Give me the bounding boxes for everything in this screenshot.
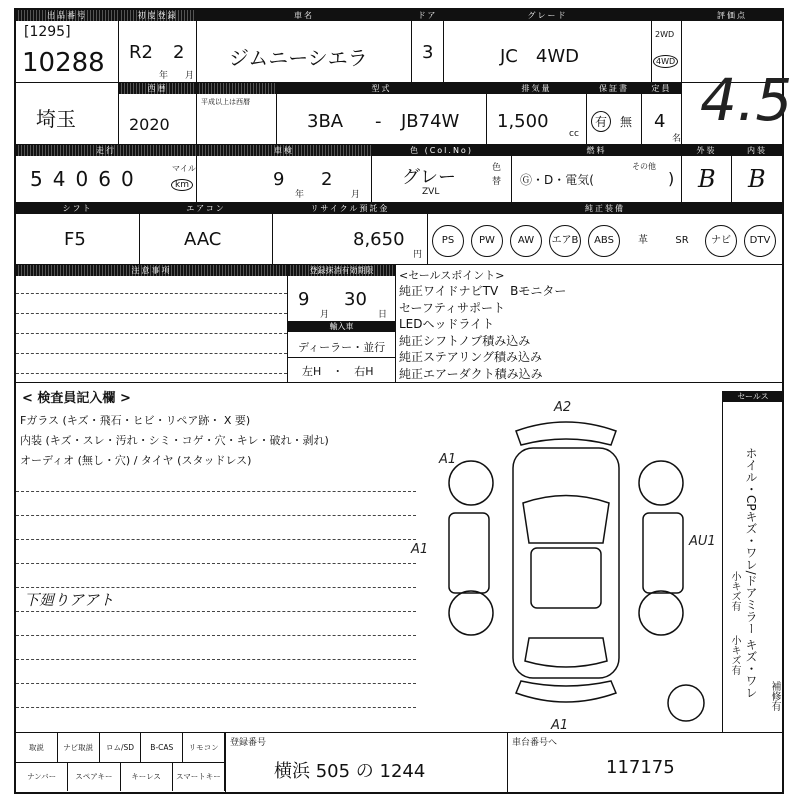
import-header: 輸入車 xyxy=(288,321,395,332)
equipment-item: ナビ xyxy=(705,225,737,257)
model-year-note: 平成以上は西暦 xyxy=(201,98,250,106)
capacity-unit: 名 xyxy=(672,134,682,144)
mileage-digit: 5 xyxy=(30,167,43,191)
fuel-header: 燃料 xyxy=(512,145,681,156)
inspector-title: < 検査員記入欄 > xyxy=(22,391,131,406)
spare-tire xyxy=(668,685,704,721)
rear-window xyxy=(525,638,607,667)
doors-cell xyxy=(412,10,444,82)
fuel-other: その他 xyxy=(632,162,656,171)
color-change-label: 色替 xyxy=(492,163,502,187)
footer-row-top xyxy=(16,733,225,763)
chassis-number: 117175 xyxy=(606,757,675,778)
equipment-item: SR xyxy=(675,235,689,246)
sales-point: 純正ステアリング積み込み xyxy=(399,350,543,364)
side-note-3: 補修有 xyxy=(769,681,780,711)
inspector-line xyxy=(16,491,416,492)
row-spec xyxy=(16,83,782,145)
type-cell xyxy=(277,83,487,144)
footer-item: キーレス xyxy=(121,762,173,791)
mark-rear: A1 xyxy=(551,718,569,733)
displacement-unit: cc xyxy=(569,129,579,139)
inspection-cell xyxy=(197,145,372,202)
footer-item: スペアキー xyxy=(68,762,120,791)
car-diagram xyxy=(411,393,721,733)
side-note-2: 小キズ有 xyxy=(729,635,740,675)
drive-4wd: 4WD xyxy=(653,55,678,68)
footer-row-bottom xyxy=(16,762,225,791)
inspector-line xyxy=(16,635,416,636)
exterior-grade: B xyxy=(698,165,716,193)
expiry-day: 30 xyxy=(344,289,367,310)
grade-header: グレード xyxy=(444,10,651,21)
inspector-line xyxy=(16,539,416,540)
side-header: セールス xyxy=(723,391,783,402)
inspection-month-unit: 月 xyxy=(351,190,361,200)
capacity-value: 4 xyxy=(654,111,666,132)
row-footer xyxy=(16,733,782,792)
inspection-year-unit: 年 xyxy=(295,190,305,200)
equipment-item: AW xyxy=(510,225,542,257)
color-code: ZVL xyxy=(422,187,440,197)
score-handwritten xyxy=(682,22,793,142)
roof xyxy=(531,548,601,608)
doors-value: 3 xyxy=(422,42,434,63)
color-header: 色 (Col.No) xyxy=(372,145,511,156)
interior-header: 内装 xyxy=(732,145,782,156)
shift-value: F5 xyxy=(64,229,86,250)
notes-line xyxy=(16,333,287,334)
reg-month-unit: 月 xyxy=(185,71,195,81)
year-header: 初度登録 xyxy=(119,10,196,21)
mileage-unit-mile: マイル xyxy=(172,164,196,173)
footer-item: ロム/SD xyxy=(100,733,142,762)
footer-item: ナビ取説 xyxy=(58,733,100,762)
type-code: JB74W xyxy=(401,111,460,132)
equipment-item: PS xyxy=(432,225,464,257)
mileage-digit: 0 xyxy=(120,167,134,191)
recycle-value: 8,650 xyxy=(353,229,405,250)
equipment-item: PW xyxy=(471,225,503,257)
sales-point: 純正ワイドナビTV Bモニター xyxy=(399,284,567,298)
wheel-front-right xyxy=(639,461,683,505)
inspector-line-text: オーディオ (無し・穴) / タイヤ (スタッドレス) xyxy=(20,454,252,467)
sales-cell xyxy=(396,265,782,382)
mileage-digits xyxy=(30,167,134,191)
exterior-cell xyxy=(682,145,732,202)
reg-number: 横浜 505 の 1244 xyxy=(274,761,426,782)
reg-number-header: 登録番号 xyxy=(230,738,267,748)
score-value: 4.5 xyxy=(700,66,793,134)
drive-cell xyxy=(652,10,682,82)
sales-points xyxy=(399,283,566,382)
equipment-header: 純正装備 xyxy=(428,203,782,214)
car-name-cell xyxy=(197,10,412,82)
notes-line xyxy=(16,313,287,314)
reg-year-cell xyxy=(119,10,197,82)
reg-year-num: 2 xyxy=(173,42,185,63)
lot-number: 10288 xyxy=(22,48,105,78)
inspector-line xyxy=(16,707,416,708)
car-name: ジムニーシエラ xyxy=(229,46,368,70)
left-side xyxy=(449,513,489,593)
warranty-header: 保証書 xyxy=(587,83,641,94)
lot-bracket: [1295] xyxy=(24,24,71,40)
mileage-cell xyxy=(16,145,197,202)
sales-point: セーフティサポート xyxy=(399,300,505,315)
reg-year-unit: 年 xyxy=(159,71,169,81)
drive-2wd: 2WD xyxy=(655,30,675,39)
reg-era: R2 xyxy=(129,42,153,63)
notes-line xyxy=(16,353,287,354)
footer-item: ナンバー xyxy=(16,762,68,791)
row-equipment xyxy=(16,203,782,265)
mark-left-side: A1 xyxy=(411,542,429,557)
import-type: ディーラー・並行 xyxy=(298,341,386,354)
capacity-cell xyxy=(642,83,682,144)
shift-cell xyxy=(16,203,140,264)
expiry-cell xyxy=(288,265,396,382)
wheel-front-left xyxy=(449,461,493,505)
chassis-cell xyxy=(508,733,782,792)
recycle-header: リサイクル預託金 xyxy=(273,203,427,214)
displacement-header: 排気量 xyxy=(487,83,586,94)
interior-grade: B xyxy=(748,165,766,193)
equipment-cell xyxy=(428,203,782,264)
row-inspector xyxy=(16,383,782,733)
inspector-line xyxy=(16,563,416,564)
expiry-day-unit: 日 xyxy=(378,310,388,320)
footer-items xyxy=(16,733,226,792)
car-name-header: 車名 xyxy=(197,10,411,21)
warranty-yes: 有 xyxy=(591,111,611,132)
side-note-main: ホイル・CPキズ・ワレ/ドアミラー キズ・ワレ xyxy=(744,447,758,699)
displacement-value: 1,500 xyxy=(497,111,549,132)
notes-cell xyxy=(16,265,288,382)
mileage-digit: 0 xyxy=(75,167,89,191)
model-year-cell xyxy=(119,83,197,144)
color-cell xyxy=(372,145,512,202)
equipment-item: DTV xyxy=(744,225,776,257)
windshield xyxy=(523,496,609,544)
rear-bumper xyxy=(516,681,616,702)
inspector-lines xyxy=(20,411,329,471)
type-header: 型式 xyxy=(277,83,486,94)
mileage-header: 走行 xyxy=(16,145,196,156)
footer-item: B-CAS xyxy=(141,733,183,762)
score-header: 評価点 xyxy=(682,10,782,21)
model-year-header: 西暦 xyxy=(119,83,196,94)
expiry-month-unit: 月 xyxy=(320,310,330,320)
row-condition xyxy=(16,145,782,203)
right-side xyxy=(643,513,683,593)
mark-front: A2 xyxy=(554,400,572,415)
type-note-header xyxy=(197,83,276,94)
inspector-line xyxy=(16,611,416,612)
equipment-list xyxy=(432,225,776,257)
warranty-cell xyxy=(587,83,642,144)
notes-line xyxy=(16,293,287,294)
side-note-1: 小キズ有 xyxy=(729,571,740,611)
inspection-year: 9 xyxy=(273,169,285,190)
mileage-digit: 4 xyxy=(52,167,66,191)
grade-value: JC 4WD xyxy=(500,46,579,67)
exterior-header: 外装 xyxy=(682,145,731,156)
wheel-rear-left xyxy=(449,591,493,635)
expiry-month: 9 xyxy=(298,289,310,310)
notes-line xyxy=(16,373,287,374)
notes-header: 注意事項 xyxy=(16,265,287,276)
equipment-item: エアB xyxy=(549,225,581,257)
grade-cell xyxy=(444,10,652,82)
inspector-line xyxy=(16,587,416,588)
mark-right-side: AU1 xyxy=(689,534,716,549)
sales-point: 純正エアーダクト積み込み xyxy=(399,366,543,381)
car-body xyxy=(513,448,619,678)
expiry-divider xyxy=(288,357,395,358)
inspector-line-text: Fガラス (キズ・飛石・ヒビ・リペア跡・ X 要) xyxy=(20,414,251,427)
inspector-line-text: 内装 (キズ・スレ・汚れ・シミ・コゲ・穴・キレ・破れ・剥れ) xyxy=(20,434,329,447)
recycle-unit: 円 xyxy=(413,250,423,260)
front-bumper xyxy=(516,422,616,445)
mileage-unit-km: km xyxy=(171,179,193,191)
equipment-item: 革 xyxy=(638,235,648,246)
shift-header: シフト xyxy=(16,203,139,214)
type-note-cell xyxy=(197,83,277,144)
steering: 左H ・ 右H xyxy=(302,365,374,378)
interior-cell xyxy=(732,145,782,202)
side-panel xyxy=(722,391,783,733)
aircon-value: AAC xyxy=(184,229,222,250)
aircon-header: エアコン xyxy=(140,203,272,214)
recycle-cell xyxy=(273,203,428,264)
sales-point: 純正シフトノブ積み込み xyxy=(399,333,531,348)
footer-item: 取説 xyxy=(16,733,58,762)
displacement-cell xyxy=(487,83,587,144)
footer-item: リモコン xyxy=(183,733,225,762)
model-year-value: 2020 xyxy=(129,115,170,134)
row-notes xyxy=(16,265,782,383)
chassis-header: 車台番号へ xyxy=(512,738,558,748)
type-prefix: 3BA xyxy=(307,111,344,132)
fuel-close: ) xyxy=(668,169,675,188)
drive-header xyxy=(652,10,681,21)
row-vehicle xyxy=(16,10,782,83)
lot-header: 出品番号 xyxy=(16,10,118,21)
region-cell xyxy=(16,83,119,144)
warranty-no: 無 xyxy=(620,115,633,129)
fuel-options: Ⓖ・D・電気( xyxy=(520,173,594,187)
type-dash: - xyxy=(375,111,382,132)
aircon-cell xyxy=(140,203,273,264)
inspector-line xyxy=(16,515,416,516)
mileage-digit: 6 xyxy=(98,167,111,191)
color-name: グレー xyxy=(402,167,456,188)
reg-number-cell xyxy=(226,733,508,792)
auction-sheet xyxy=(14,8,793,794)
handwritten-note: 下廻りアアト xyxy=(24,591,115,609)
sales-point: LEDヘッドライト xyxy=(399,317,495,331)
inspector-line xyxy=(16,659,416,660)
inspector-line xyxy=(16,683,416,684)
fuel-cell xyxy=(512,145,682,202)
inspection-header: 車検 xyxy=(197,145,371,156)
footer-item: スマートキー xyxy=(173,762,225,791)
lot-cell xyxy=(16,10,119,82)
equipment-item: ABS xyxy=(588,225,620,257)
region-value: 埼玉 xyxy=(36,107,76,131)
capacity-header: 定員 xyxy=(642,83,681,94)
wheel-rear-right xyxy=(639,591,683,635)
mark-left-top: A1 xyxy=(439,452,457,467)
inspection-month: 2 xyxy=(321,169,333,190)
expiry-header: 登録抹消有効期限 xyxy=(288,265,395,276)
sales-title: <セールスポイント> xyxy=(399,269,505,282)
doors-header: ドア xyxy=(412,10,443,21)
